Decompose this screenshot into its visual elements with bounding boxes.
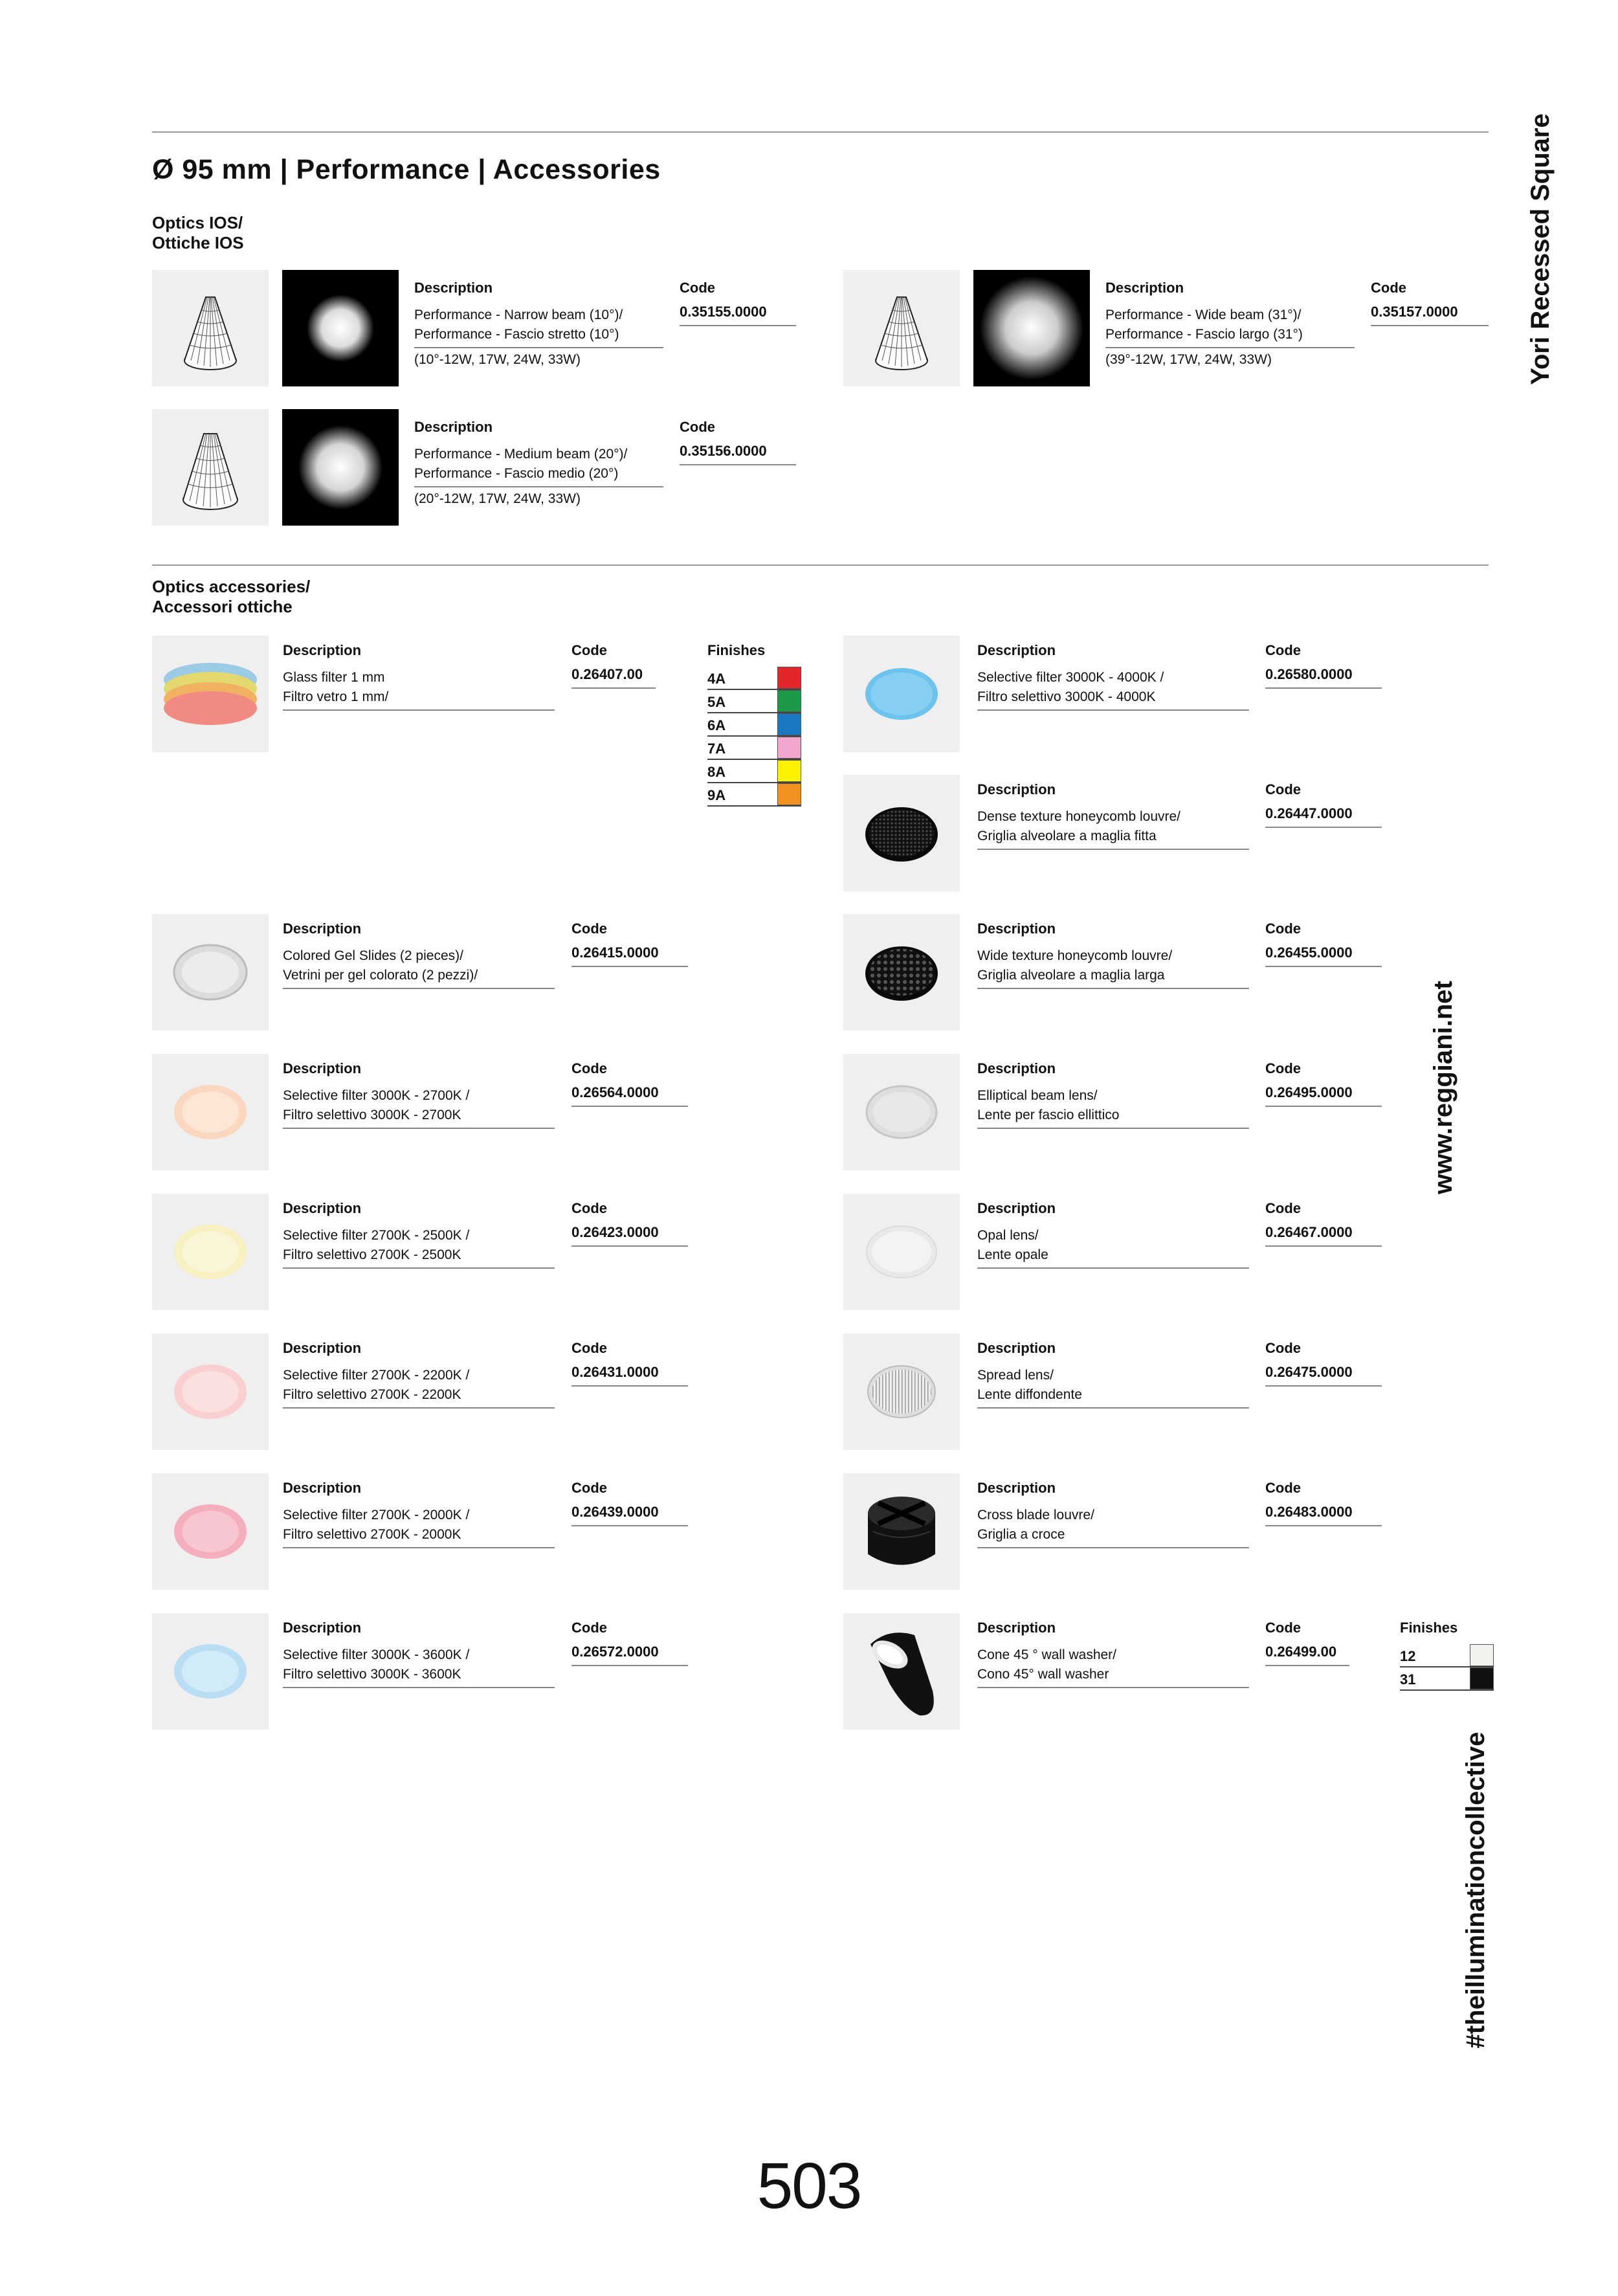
product-code[interactable]: 0.26415.0000 [571,944,659,961]
filter-image [152,1473,269,1590]
description-text [283,1366,469,1405]
description-text [283,1226,469,1265]
finish-swatch [1470,1644,1494,1666]
underline [1265,1385,1382,1387]
side-hashtag: #theilluminationcollective [1461,1732,1490,2049]
reflector-cone-icon [152,270,269,386]
product-code[interactable]: 0.26564.0000 [571,1084,659,1100]
description-line: Glass filter 1 mm [283,670,385,685]
description-line: Wide texture honeycomb louvre/ [977,948,1173,963]
underline [283,1128,555,1129]
lens-disc-icon [152,1473,269,1590]
wall-washer-image [843,1613,960,1730]
product-code[interactable]: 0.26572.0000 [571,1644,659,1660]
finishes-table [707,642,801,807]
finish-swatch [777,667,801,689]
finish-row[interactable] [707,737,801,760]
code-label: Code [1265,1200,1301,1216]
side-brand: Yori Recessed Square [1526,113,1555,385]
code-label: Code [571,1060,607,1076]
description-label: Description [283,920,362,937]
underline [680,325,796,326]
code-label: Code [571,1620,607,1636]
description-label: Description [283,1060,362,1076]
power-text: (20°-12W, 17W, 24W, 33W) [414,491,581,506]
filter-image [152,1333,269,1450]
product-code[interactable]: 0.26447.0000 [1265,805,1353,821]
description-line: Performance - Wide beam (31°)/ [1105,307,1302,322]
underline [977,709,1249,711]
description-label: Description [283,1200,362,1216]
lens-disc-icon [152,1194,269,1310]
light-spot-icon [282,270,399,386]
underline [1265,1665,1349,1666]
finish-row[interactable] [707,713,801,737]
honeycomb-louvre-icon [843,775,960,891]
description-line: Lente diffondente [977,1387,1082,1402]
underline [1265,687,1382,689]
description-line: Selective filter 2700K - 2500K / [283,1228,470,1243]
description-label: Description [283,1340,362,1356]
code-label: Code [571,920,607,937]
description-line: Performance - Fascio stretto (10°) [414,327,619,342]
underline [1371,325,1489,326]
description-text [977,807,1180,846]
code-label: Code [1265,642,1301,658]
description-text [977,1506,1094,1544]
description-label: Description [977,642,1056,658]
underline [680,464,796,465]
cross-blade-louvre-icon [843,1473,960,1590]
code-label: Code [571,1340,607,1356]
finish-row[interactable] [707,783,801,807]
product-code[interactable]: 0.26483.0000 [1265,1504,1353,1520]
finishes-label: Finishes [1400,1620,1458,1636]
lens-disc-icon [843,1194,960,1310]
description-line: Filtro selettivo 2700K - 2500K [283,1247,461,1262]
underline [571,1106,688,1107]
lens-disc-icon [843,1054,960,1170]
underline [283,1407,555,1409]
lens-image [843,1194,960,1310]
underline [977,1687,1249,1688]
beam-image-narrow [282,270,399,386]
description-line: Selective filter 3000K - 4000K / [977,670,1164,685]
code-label: Code [1371,280,1406,296]
spread-lens-icon [843,1333,960,1450]
reflector-image [152,409,269,526]
cone-wall-washer-icon [843,1613,960,1730]
finish-swatch [777,737,801,759]
description-text [283,668,388,707]
description-label: Description [1105,280,1184,296]
filter-image [152,1194,269,1310]
product-code[interactable]: 0.26475.0000 [1265,1364,1353,1380]
product-code[interactable]: 0.35156.0000 [680,443,767,459]
code-label: Code [680,419,715,435]
description-line: Selective filter 2700K - 2000K / [283,1508,470,1522]
description-line: Vetrini per gel colorato (2 pezzi)/ [283,968,478,983]
page-number: 503 [757,2150,861,2222]
description-line: Opal lens/ [977,1228,1039,1243]
description-line: Lente opale [977,1247,1048,1262]
description-line: Filtro selettivo 3000K - 4000K [977,689,1156,704]
description-text [1105,306,1303,344]
description-label: Description [283,1480,362,1496]
description-text [283,1645,469,1684]
reflector-cone-icon [843,270,960,386]
description-line: Performance - Medium beam (20°)/ [414,447,628,462]
description-label: Description [283,1620,362,1636]
finish-swatch [777,760,801,782]
finish-code: 5A [707,694,726,710]
underline [977,849,1249,850]
underline [977,1407,1249,1409]
description-line: Filtro selettivo 3000K - 3600K [283,1667,461,1682]
description-text [283,946,478,985]
underline [414,486,663,487]
description-line: Elliptical beam lens/ [977,1088,1098,1103]
underline [977,988,1249,989]
code-label: Code [1265,1480,1301,1496]
description-text [414,306,623,344]
product-code[interactable]: 0.26431.0000 [571,1364,659,1380]
finish-code: 9A [707,787,726,803]
description-line: Filtro vetro 1 mm/ [283,689,389,704]
description-label: Description [414,280,493,296]
finish-code: 12 [1400,1648,1416,1664]
description-label: Description [977,1620,1056,1636]
underline [1265,966,1382,967]
description-text [977,946,1172,985]
underline [571,687,656,689]
finishes-label: Finishes [707,642,766,658]
filter-image [843,636,960,752]
underline [283,1267,555,1269]
finish-row[interactable] [707,690,801,713]
section-rule [152,564,1489,566]
description-line: Cone 45 ° wall washer/ [977,1647,1117,1662]
louvre-image [843,914,960,1031]
description-line: Selective filter 2700K - 2200K / [283,1368,470,1383]
finish-row[interactable] [707,760,801,783]
description-line: Lente per fascio ellittico [977,1108,1120,1122]
finishes-table [1400,1620,1494,1691]
finish-swatch [777,713,801,735]
finish-row[interactable] [1400,1644,1494,1667]
underline [1265,1245,1382,1247]
underline [571,1665,688,1666]
code-label: Code [1265,1340,1301,1356]
stacked-filters-icon [152,636,269,752]
code-label: Code [571,1200,607,1216]
code-label: Code [1265,920,1301,937]
description-line: Cross blade louvre/ [977,1508,1094,1522]
reflector-image [843,270,960,386]
description-text [977,1086,1119,1125]
light-spot-icon [973,270,1090,386]
beam-image-medium [282,409,399,526]
underline [283,988,555,989]
description-line: Colored Gel Slides (2 pieces)/ [283,948,463,963]
underline [571,1525,688,1526]
beam-image-wide [973,270,1090,386]
lens-image [843,1333,960,1450]
code-label: Code [571,1480,607,1496]
product-code[interactable]: 0.26499.00 [1265,1644,1337,1660]
filter-image [152,1054,269,1170]
description-line: Griglia alveolare a maglia larga [977,968,1165,983]
description-line: Griglia alveolare a maglia fitta [977,829,1157,843]
finish-row[interactable] [1400,1667,1494,1691]
product-code[interactable]: 0.26495.0000 [1265,1084,1353,1100]
description-label: Description [414,419,493,435]
description-line: Selective filter 3000K - 2700K / [283,1088,470,1103]
underline [571,1385,688,1387]
gel-slides-image [152,914,269,1031]
product-code[interactable]: 0.35155.0000 [680,304,767,320]
description-text [977,1645,1116,1684]
finish-code: 8A [707,764,726,780]
product-code[interactable]: 0.26580.0000 [1265,666,1353,682]
finish-code: 4A [707,671,726,687]
underline [977,1547,1249,1548]
description-line: Filtro selettivo 3000K - 2700K [283,1108,461,1122]
filter-image [152,1613,269,1730]
description-line: Cono 45° wall washer [977,1667,1109,1682]
description-line: Performance - Fascio medio (20°) [414,466,619,481]
honeycomb-louvre-icon [843,914,960,1031]
underline [977,1128,1249,1129]
underline [283,709,555,711]
description-text [414,445,627,484]
code-label: Code [1265,1620,1301,1636]
description-label: Description [977,1340,1056,1356]
lens-disc-icon [152,1333,269,1450]
description-line: Filtro selettivo 2700K - 2000K [283,1527,461,1542]
lens-disc-icon [152,1613,269,1730]
description-label: Description [977,1060,1056,1076]
description-text [283,1086,469,1125]
finish-swatch [777,783,801,805]
reflector-image [152,270,269,386]
description-line: Griglia a croce [977,1527,1065,1542]
underline [977,1267,1249,1269]
top-rule [152,131,1489,133]
description-label: Description [977,1480,1056,1496]
lens-disc-icon [843,636,960,752]
underline [1105,347,1355,348]
description-line: Performance - Narrow beam (10°)/ [414,307,623,322]
description-label: Description [977,781,1056,797]
description-label: Description [977,1200,1056,1216]
lens-image [843,1054,960,1170]
reflector-cone-icon [152,409,269,526]
code-label: Code [1265,781,1301,797]
code-label: Code [680,280,715,296]
underline [283,1547,555,1548]
product-code[interactable]: 0.26455.0000 [1265,944,1353,961]
finish-code: 31 [1400,1671,1416,1688]
underline [1265,1106,1382,1107]
product-code[interactable]: 0.26467.0000 [1265,1224,1353,1240]
section-accessories-title: Optics accessories/ Accessori ottiche [152,577,311,616]
product-code[interactable]: 0.26439.0000 [571,1504,659,1520]
finish-swatch [777,690,801,712]
power-text: (10°-12W, 17W, 24W, 33W) [414,352,581,367]
description-text [977,1366,1082,1405]
product-code[interactable]: 0.26407.00 [571,666,643,682]
section-optics-title: Optics IOS/ Ottiche IOS [152,213,244,252]
description-text [977,668,1164,707]
description-line: Dense texture honeycomb louvre/ [977,809,1181,824]
lens-disc-icon [152,1054,269,1170]
glass-filter-image [152,636,269,752]
description-line: Filtro selettivo 2700K - 2200K [283,1387,461,1402]
description-line: Performance - Fascio largo (31°) [1105,327,1303,342]
underline [571,966,688,967]
product-code[interactable]: 0.35157.0000 [1371,304,1458,320]
product-code[interactable]: 0.26423.0000 [571,1224,659,1240]
description-line: Spread lens/ [977,1368,1054,1383]
underline [414,347,663,348]
louvre-image [843,775,960,891]
underline [1265,827,1382,828]
lens-disc-icon [152,914,269,1031]
underline [571,1245,688,1247]
louvre-image [843,1473,960,1590]
description-text [283,1506,469,1544]
finish-code: 6A [707,717,726,733]
description-label: Description [977,920,1056,937]
description-label: Description [283,642,362,658]
code-label: Code [571,642,607,658]
finish-code: 7A [707,741,726,757]
finish-row[interactable] [707,667,801,690]
side-url[interactable]: www.reggiani.net [1429,981,1457,1194]
power-text: (39°-12W, 17W, 24W, 33W) [1105,352,1272,367]
description-line: Selective filter 3000K - 3600K / [283,1647,470,1662]
description-text [977,1226,1048,1265]
underline [283,1687,555,1688]
finish-swatch [1470,1667,1494,1689]
code-label: Code [1265,1060,1301,1076]
page-title: Ø 95 mm | Performance | Accessories [152,154,661,185]
light-spot-icon [282,409,399,526]
underline [1265,1525,1382,1526]
